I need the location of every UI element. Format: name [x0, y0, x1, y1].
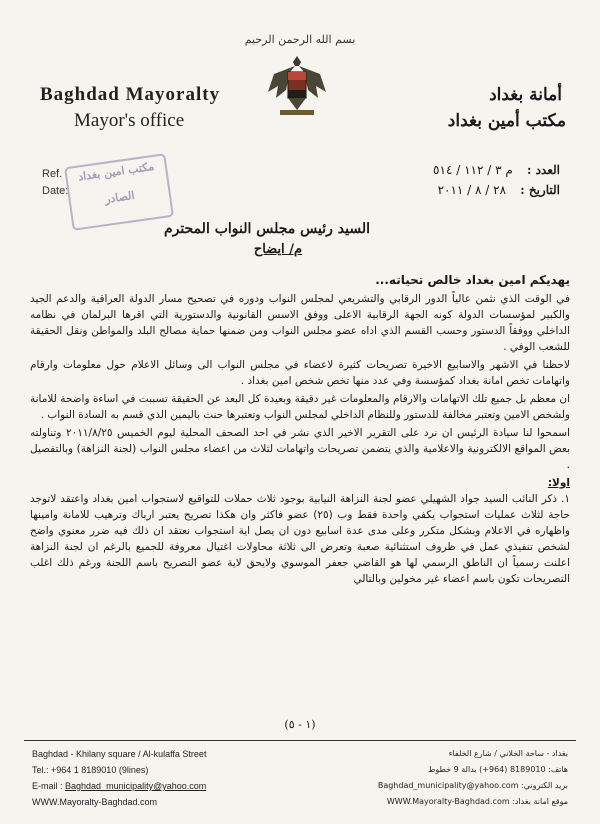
outgoing-stamp — [64, 153, 174, 231]
ref-label: Ref. — [42, 168, 63, 180]
paragraph: اسمحوا لنا سيادة الرئيس ان نرد على التقرير الاخير الذي نشر في احد الصحف المحلية ليوم الخميس ٢٠١١/٨/٢٥ وتناولته بعض المواقع الالكترونية والاعلامية والذي يتضمن تصريحات واتهامات لثلاث من اعضاء مجلس النواب (لجنة النزاهة) وبالتفصيل . — [30, 427, 570, 471]
paragraph: لاحظنا في الاشهر والاسابيع الاخيرة تصريحات كثيرة لاعضاء في مجلس النواب الى وسائل الاعلام حول معلومات وارقام واتهامات تخص امانة بغداد كمؤسسة وفي عدد منها تخص شخص امين بغداد . — [30, 359, 570, 387]
page-number: (١ - ٥) — [284, 718, 316, 731]
arabic-reference-block — [433, 160, 560, 200]
ar-website[interactable]: موقع امانة بغداد: WWW.Mayoralty-Baghdad.com — [386, 797, 568, 806]
iraq-eagle-emblem-icon — [266, 52, 328, 122]
english-footer — [32, 746, 206, 810]
ar-org-name: أمانة بغداد — [489, 85, 562, 105]
arabic-letterhead — [447, 82, 566, 134]
ar-date-label: التاريخ : — [520, 183, 560, 197]
footer-divider — [24, 740, 576, 741]
subject-line: م/ ايضاح — [253, 242, 302, 257]
greeting: يهديكم امين بغداد خالص تحياته... — [375, 273, 570, 287]
basmala: بسم الله الرحمن الرحيم — [244, 33, 356, 46]
en-email-row — [32, 778, 206, 794]
ar-date-row — [433, 180, 560, 200]
en-email-label: E-mail : — [32, 781, 63, 791]
en-office-name: Mayor's office — [74, 110, 185, 131]
en-telephone: Tel.: +964 1 8189010 (9lines) — [32, 765, 149, 775]
addressee: السيد رئيس مجلس النواب المحترم — [163, 221, 370, 237]
letter-body — [30, 272, 570, 589]
ar-telephone: هاتف: 8189010 (964+) بدالة 9 خطوط — [428, 765, 568, 774]
ar-email[interactable]: بريد الكتروني: Baghdad_municipality@yahoo.com — [377, 781, 568, 790]
ar-number-label: العدد : — [526, 163, 560, 177]
paragraph: ان معظم بل جميع تلك الاتهامات والارقام والمعلومات غير دقيقة وبعيدة كل البعد عن الحقيقة تسببت في اساءة واضحة للامانة ولشخص الامين وتعتبر مخالفة للدستور وللنظام الداخلي لمجلس النواب وتعتبرها حنث باليمين الذي قسم به السادة النواب . — [30, 393, 570, 421]
ar-address: بغداد - ساحة الخلاني / شارع الخلفاء — [448, 749, 568, 758]
paragraph: في الوقت الذي نثمن عالياً الدور الرقابي والتشريعي لمجلس النواب ودوره في تصحيح مسار الدولة العراقية والدعم الجيد والكبير لمؤسسات الدولة كونه الجهة الرقابية الاعلى ووفق الاسس القانونية والدستورية التي اقرها البرلمان في نظامه الداخلي ووفقاً الدستور وحسب القسم الذي اداه عضو مجلس النواب ومن ضمنها حماية مصالح البلد والمواطن ونقل الحقيقة للشعب الوفي . — [30, 293, 570, 353]
en-address: Baghdad - Khilany square / Al-kulaffa Street — [32, 749, 207, 759]
en-email-link[interactable]: Baghdad_municipality@yahoo.com — [65, 781, 207, 791]
stamp-office-text: مكتب امين بغداد — [77, 159, 155, 184]
section-label: اولا: — [547, 477, 570, 489]
date-label: Date: — [42, 185, 69, 197]
arabic-footer — [378, 746, 568, 810]
english-letterhead — [40, 82, 220, 134]
ar-date-value: ٢٨ / ٨ / ٢٠١١ — [437, 183, 507, 197]
stamp-outgoing-text: الصادر — [104, 188, 136, 206]
en-website-link[interactable]: WWW.Mayoralty-Baghdad.com — [32, 797, 158, 807]
paragraph: ١. ذكر النائب السيد جواد الشهيلي عضو لجنة النزاهة النيابية بوجود ثلاث حملات للتواقيع لاستجواب امين بغداد واعتقد لاتوجد حاجة لثلاث عمليات استجواب يكفي واحدة فقط وب (٢٥) عضو فاكثر وان هكذا تصريح يعتبر ارباك وترهيب للامانة وامينها واظهاره في الاعلام وبشكل متكرر وعلى مدى عدة اسابيع دون ان يصل اية استجواب نعتقد ان ذلك فيه ضرر معنوي واضح لشخص تنفيذي عمل في ظروف استثنائية صعبة وتعرض الى ثلاثة محاولات اغتيال معروفة للجميع بالرغم ان لجنة النزاهة اعلنت رسمياً ان الناطق الرسمي لها هو القاضي جعفر الموسوي ولايحق لاية عضو التصريح باسم اللجنة ورغم ذلك اغلب التصريحات تكون باسم اعضاء غير مخولين وبالتالي — [30, 493, 570, 585]
en-org-name: Baghdad Mayoralty — [40, 84, 221, 105]
ar-number-value: م ٣ / ١١٢ / ٥١٤ — [433, 163, 513, 177]
ar-number-row — [433, 160, 560, 180]
ar-office-name: مكتب أمين بغداد — [447, 111, 566, 131]
